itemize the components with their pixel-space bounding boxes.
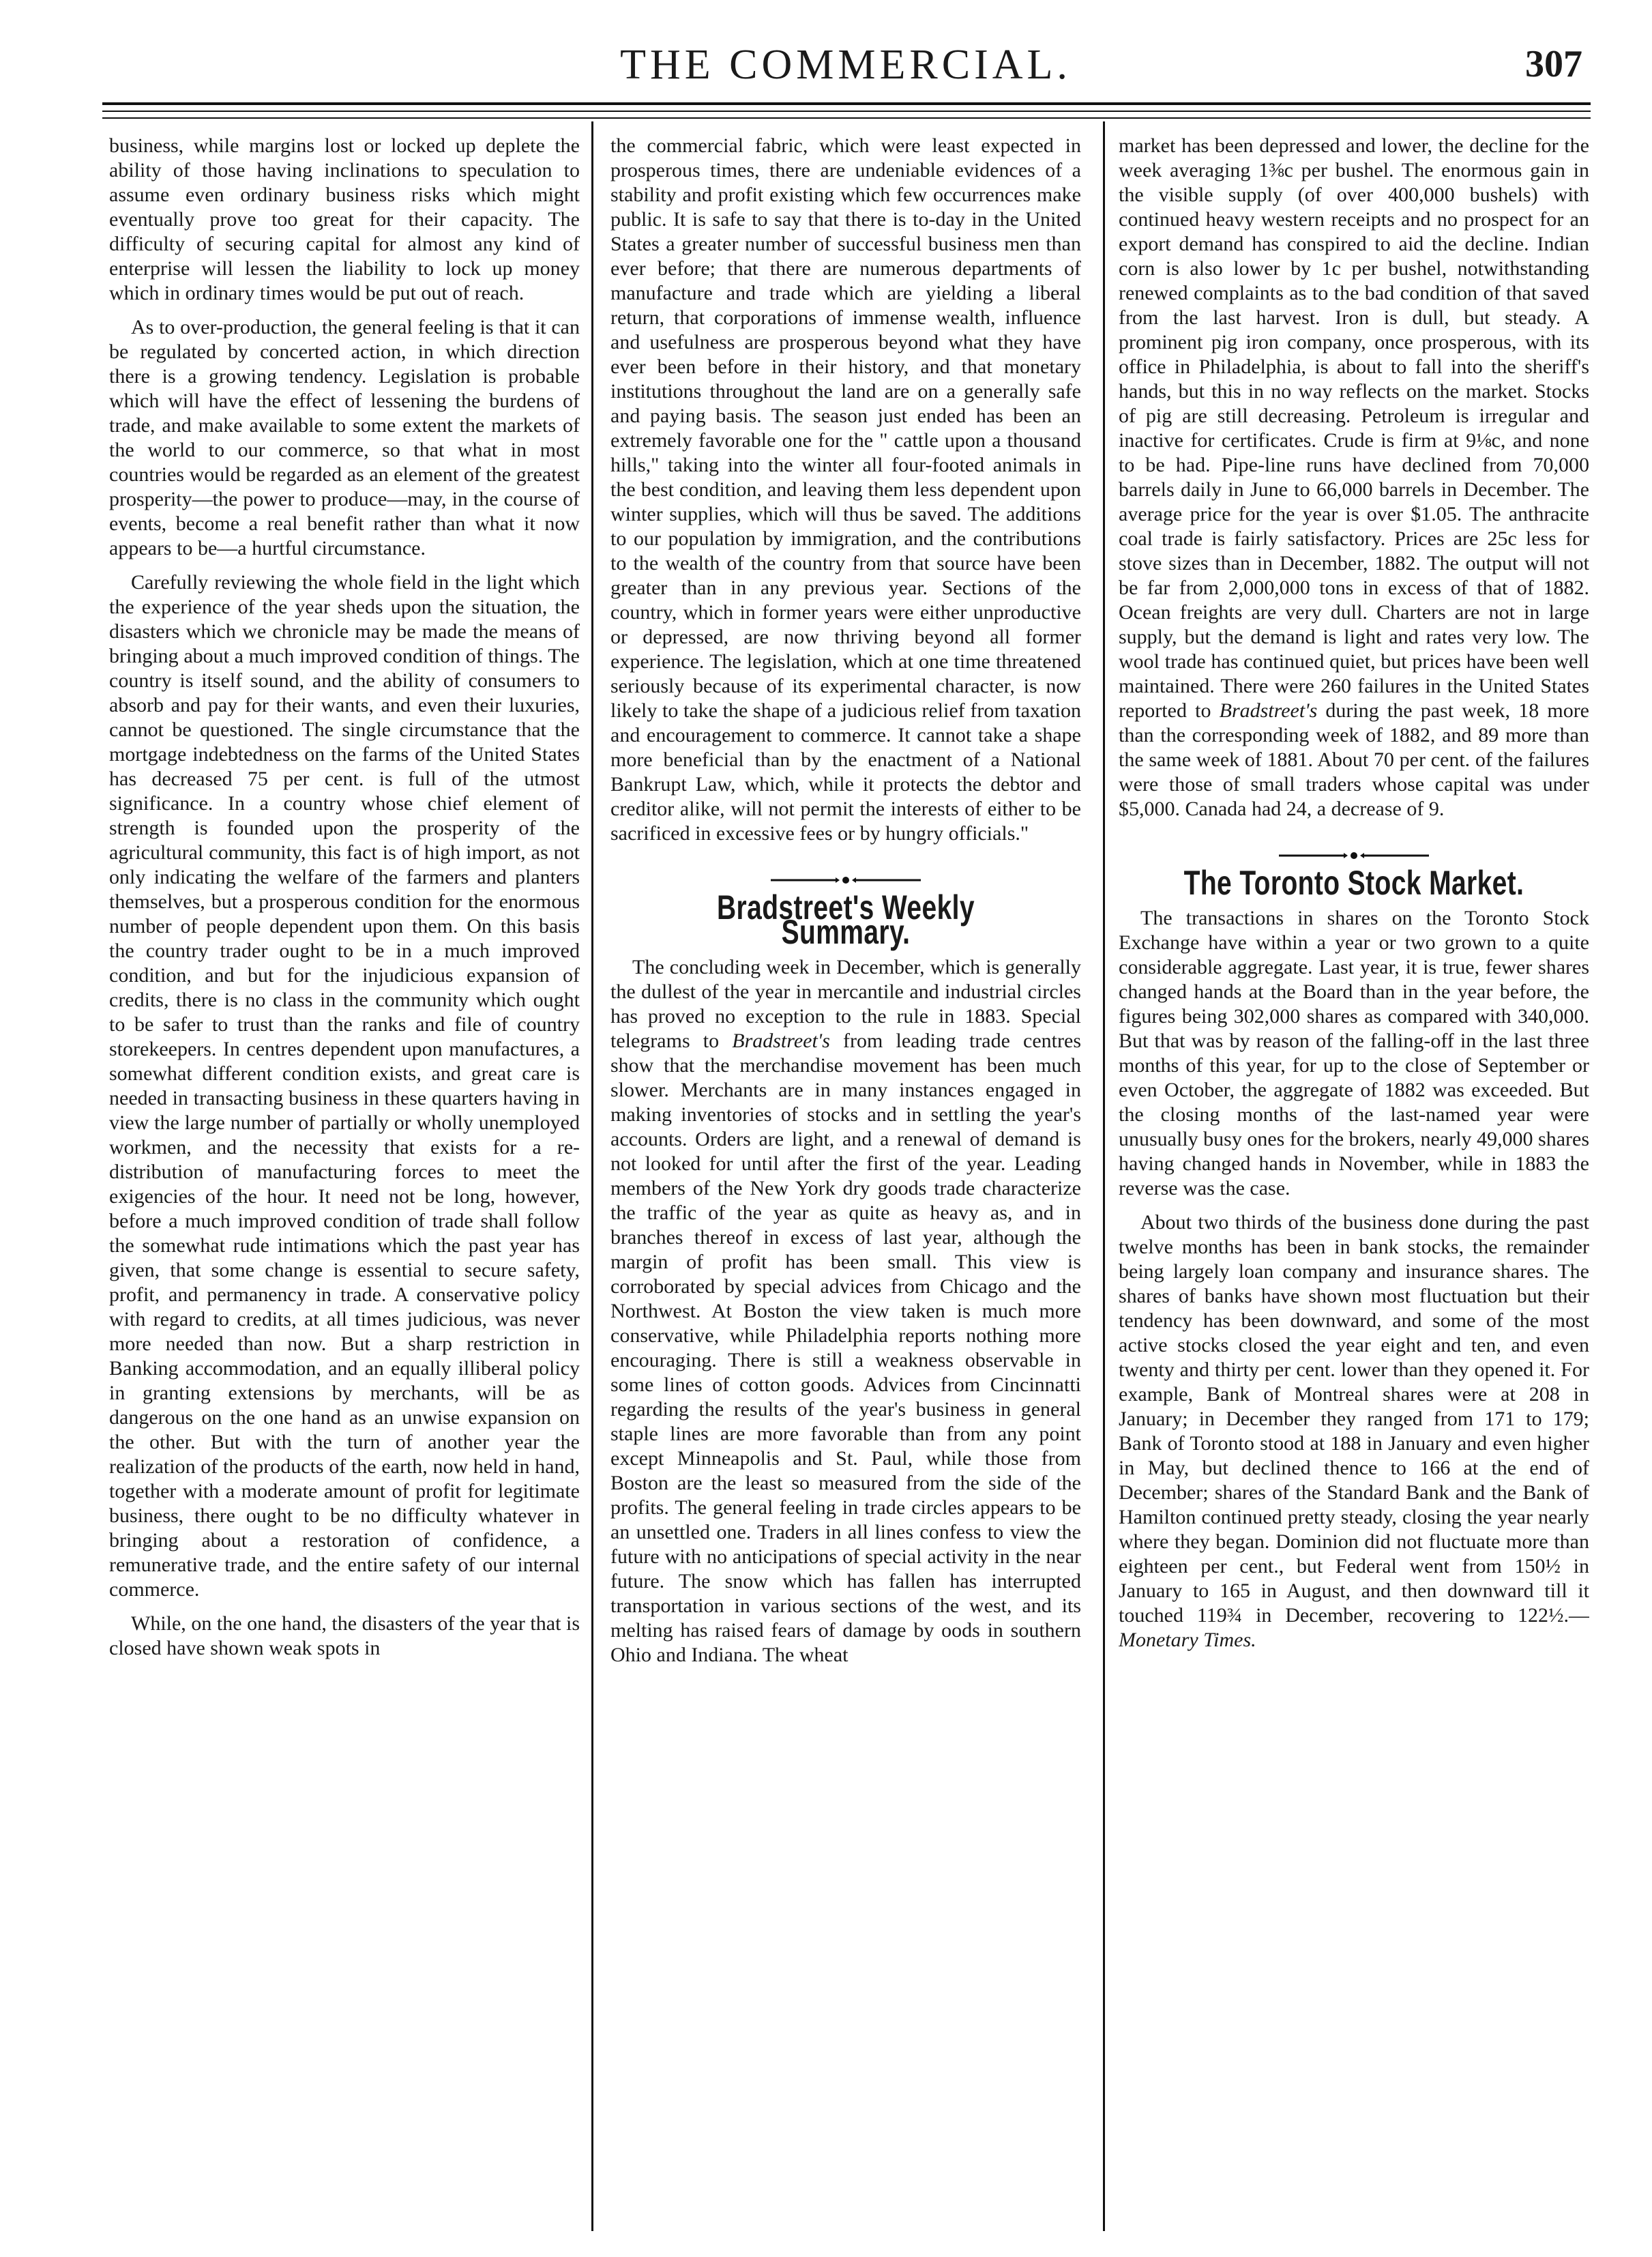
column-2 xyxy=(610,134,1081,2235)
section-heading: Bradstreet's Weekly Summary. xyxy=(716,888,975,951)
article-paragraph: While, on the one hand, the disasters of the year that is closed have shown weak spots in xyxy=(109,1612,580,1659)
ornament-rule-icon xyxy=(1279,851,1429,860)
column-divider xyxy=(1103,121,1105,2231)
text-run: market has been depressed and lower, the decline for the week averaging 1⅜c per bushel. The enormous gain in the visible supply (of over 400,000 bushels) with continued heavy western receipts and no prospect for an export demand has conspired to aid the decline. Indian corn is also lower by 1c per bushel, notwithstanding renewed complaints as to the bad condition of that saved from the last harvest. Iron is dull, but steady. A prominent pig iron company, once prosperous, with its office in Philadelphia, is about to fall into the sheriff's hands, but this in no way reflects on the market. Stocks of pig are still decreasing. Petroleum is irregular and inactive for certificates. Crude is firm at 9⅛c, and none to be had. Pipe-line runs have declined from 70,000 barrels daily in June to 66,000 barrels in December. The average price for the year is over $1.05. The anthracite coal trade is fairly satisfactory. Prices are 25c less for stove sizes than in December, 1882. The output will not be far from 2,000,000 tons in excess of that of 1882. Ocean freights are very dull. Charters are not in large supply, but the demand is light and rates very low. The wool trade has continued quiet, but prices have been well maintained. There were 260 failures in the United States reported to xyxy=(1119,134,1589,722)
article-paragraph: the commercial fabric, which were least expected in prosperous times, there are undeniable evidences of a stability and profit existing which few occurrences make public. It is safe to say that there is to-day in the United States a greater number of successful business men than ever before; that there are numerous departments of manufacture and trade which are yielding a liberal return, that corporations of immense wealth, influence and usefulness are prosperous beyond what they have ever been before in their history, and that monetary institutions throughout the land are on a generally safe and paying basis. The season just ended has been an extremely favorable one for the " cattle upon a thousand hills," taking into the winter all four-footed animals in the best condition, and leaving them less dependent upon winter supplies, which will thus be saved. The additions to our population by immigration, and the contributions to the wealth of the country from that source have been greater than in any previous year. Sections of the country, which in former years were either unproductive or depressed, are now thriving beyond all former experience. The legislation, which at one time threatened seriously because of its experimental character, is now likely to take the shape of a judicious relief from taxation and encouragement to commerce. It cannot take a shape more beneficial than by the enactment of a National Bankrupt Law, which, while it protects the debtor and creditor alike, will not permit the interests of either to be sacrificed in excessive fees or by hungry officials." xyxy=(610,134,1081,845)
section-ornament xyxy=(610,867,1081,880)
text-run: from leading trade centres show that the merchandise movement has been much slower. Merchants are in many instances engaged in making inventories of stocks and in settling the year's accounts. Orders are light, and a renewal of demand is not looked for until after the first of the year. Leading members of the New York dry goods trade characterize the traffic of the year as quite as heavy as, and in branches thereof in excess of last year, although the margin of profit has been small. This view is corroborated by special advices from Chicago and the Northwest. At Boston the view taken is much more conservative, while Philadelphia reports nothing more encouraging. There is still a weakness observable in some lines of cotton goods. Advices from Cincinnatti regarding the results of the year's business in general staple lines are more favorable than from any point except Minneapolis and St. Paul, while those from Boston are the least so measured from the side of the profits. The general feeling in trade circles appears to be an unsettled one. Traders in all lines confess to view the future with no anticipations of special activity in the near future. The snow which has fallen has interrupted transportation in various sections of the west, and its melting has raised fears of damage by oods in southern Ohio and Indiana. The wheat xyxy=(610,1030,1081,1666)
publication-name: Bradstreet's xyxy=(732,1030,830,1052)
article-paragraph xyxy=(1119,134,1589,821)
article-paragraph xyxy=(1119,1210,1589,1652)
text-run: during the past week, 18 more than the corresponding week of 1882, and 89 more than the same week of 1881. About 70 per cent. of the failures were those of small traders whose capital was under $5,000. Canada had 24, a decrease of 9. xyxy=(1119,699,1589,820)
page-header xyxy=(102,41,1589,96)
header-rule-thick xyxy=(102,102,1591,105)
section-ornament xyxy=(1119,842,1589,856)
article-paragraph: Carefully reviewing the whole field in the light which the experience of the year sheds upon the situation, the disasters which we chronicle may be made the means of bringing about a much improved condition of things. The country is itself sound, and the ability of consumers to absorb and pay for their wants, and even their luxuries, cannot be questioned. The single circumstance that the mortgage indebtedness on the farms of the United States has decreased 75 per cent. is full of the utmost significance. In a country whose chief element of strength is founded upon the prosperity of the agricultural community, this fact is of high import, as not only indicating the welfare of the farmers and planters themselves, but a prosperous condition for the enormous number of people dependent upon them. On this basis the country trader ought to be in a much improved condition, and but for the injudicious expansion of credits, there is no class in the community which ought to be safer to trust than the ranks and file of country storekeepers. In centres dependent upon manufactures, a somewhat different condition exists, and great care is needed in transacting business in these quarters having in view the large number of partially or wholly unemployed workmen, and the necessity that exists for a re-distribution of manufacturing forces to meet the exigencies of the hour. It need not be long, however, before a much improved condition of trade shall follow the somewhat rude intimations which the past year has given, that some change is essential to secure safety, profit, and permanency in trade. A conservative policy with regard to credits, at all times judicious, was never more needed than now. But a sharp restriction in Banking accommodation, and an equally illiberal policy in granting extensions by merchants, will be as dangerous on the one hand as an unwise expansion on the other. But with the turn of another year the realization of the products of the earth, now held in hand, together with a moderate amount of profit for legitimate business, there ought to be no difficulty whatever in bringing about a restoration of confidence, a remunerative trade, and the entire safety of our internal commerce. xyxy=(109,571,580,1601)
masthead-title: THE COMMERCIAL. xyxy=(620,42,1072,88)
source-attribution: Monetary Times. xyxy=(1119,1629,1256,1651)
publication-name: Bradstreet's xyxy=(1219,699,1318,722)
article-paragraph xyxy=(610,955,1081,1668)
ornament-rule-icon xyxy=(771,875,921,885)
article-paragraph: The transactions in shares on the Toronto Stock Exchange have within a year or two grown to a quite considerable aggregate. Last year, it is true, fewer shares changed hands at the Board than in the year before, the figures being 302,000 shares as compared with 340,000. But that was by reason of the falling-off in the last three months of this year, for up to the close of September or even October, the aggregate of 1882 was exceeded. But the closing months of the last-named year were unusually busy ones for the brokers, nearly 49,000 shares having changed hands in November, while in 1883 the reverse was the case. xyxy=(1119,907,1589,1199)
text-run: About two thirds of the business done during the past twelve months has been in bank stocks, the remainder being largely loan company and insurance shares. The shares of banks have shown most fluctuation but their tendency has been downward, and some of the most active stocks closed the year eight and ten, and even twenty and thirty per cent. lower than they opened it. For example, Bank of Montreal shares were at 208 in January; in December they ranged from 171 to 179; Bank of Toronto stood at 188 in January and even higher in May, but declined thence to 166 at the end of December; shares of the Standard Bank and the Bank of Hamilton continued pretty steady, closing the year nearly where they began. Dominion did not fluctuate more than eighteen per cent., but Federal went from 150½ in January to 165 in August, and then downward till it touched 119¾ in December, recovering to 122½.— xyxy=(1119,1211,1589,1627)
header-rule-thin-2 xyxy=(102,117,1591,119)
article-paragraph: As to over-production, the general feeling is that it can be regulated by concerted action, in which direction there is a growing tendency. Legislation is probable which will have the effect of lessening the burdens of trade, and make available to some extent the markets of the world to our commerce, so that what in most countries would be regarded as an element of the greatest prosperity—the power to produce—may, in the course of events, become a real benefit rather than what it now appears to be—a hurtful circumstance. xyxy=(109,316,580,559)
column-3 xyxy=(1119,134,1589,2235)
page-number: 307 xyxy=(1525,43,1582,85)
header-rule-thin xyxy=(102,111,1591,112)
section-heading: The Toronto Stock Market. xyxy=(1183,864,1524,902)
text-run: The concluding week in December, which is generally the dullest of the year in mercantile and industrial circles has proved no exception to the rule in 1883. Special telegrams to xyxy=(610,956,1081,1052)
column-divider xyxy=(591,121,593,2231)
article-paragraph: business, while margins lost or locked up deplete the ability of those having inclinations to speculation to assume even ordinary business risks which might eventually prove too great for their capacity. The difficulty of securing capital for almost any kind of enterprise will lessen the liability to lock up money which in ordinary times would be put out of reach. xyxy=(109,134,580,304)
column-1 xyxy=(109,134,580,2235)
